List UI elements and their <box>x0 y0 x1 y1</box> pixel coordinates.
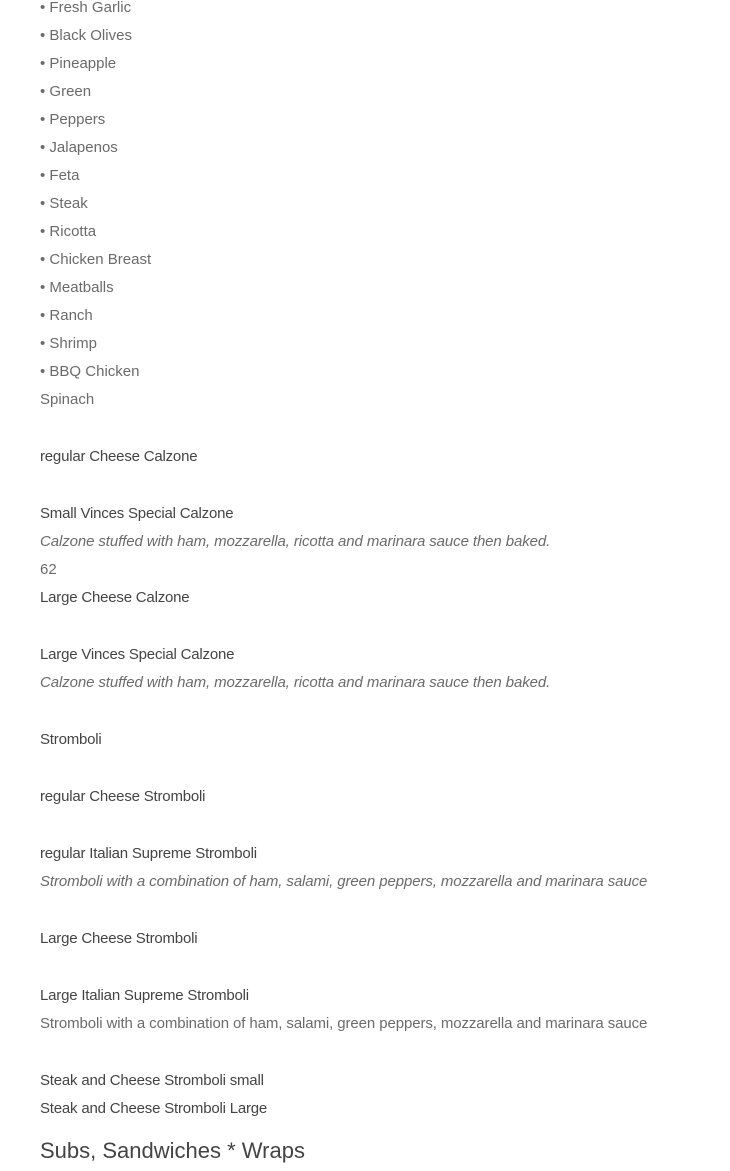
toppings-list <box>40 0 720 414</box>
menu-item-large-cheese-stromboli: Large Cheese Stromboli <box>40 930 198 947</box>
menu-item-regular-cheese-stromboli: regular Cheese Stromboli <box>40 788 206 805</box>
menu-item-large-vinces-special-calzone: Large Vinces Special Calzone <box>40 646 235 663</box>
topping-item: • Peppers <box>40 111 106 128</box>
menu-item-small-vinces-special-calzone: Small Vinces Special Calzone <box>40 505 234 522</box>
topping-item: • Shrimp <box>40 335 97 352</box>
topping-item: • Chicken Breast <box>40 251 152 268</box>
menu-item-description: Calzone stuffed with ham, mozzarella, ricotta and marinara sauce then baked. <box>40 533 551 550</box>
topping-item: • Green <box>40 83 92 100</box>
menu-item-description: Stromboli with a combination of ham, salami, green peppers, mozzarella and marinara sauce <box>40 873 648 890</box>
topping-item: • BBQ Chicken <box>40 363 140 380</box>
menu-item-steak-cheese-stromboli-large: Steak and Cheese Stromboli Large <box>40 1100 268 1117</box>
menu-item-price: 62 <box>40 561 57 578</box>
menu-item-steak-cheese-stromboli-small: Steak and Cheese Stromboli small <box>40 1072 264 1089</box>
menu-item-large-cheese-calzone: Large Cheese Calzone <box>40 589 190 606</box>
topping-item: • Black Olives <box>40 27 132 44</box>
menu-item-regular-italian-supreme-stromboli: regular Italian Supreme Stromboli <box>40 845 257 862</box>
menu-category-stromboli: Stromboli <box>40 731 102 748</box>
topping-item: • Fresh Garlic <box>40 0 132 16</box>
section-heading-subs-sandwiches-wraps: Subs, Sandwiches * Wraps <box>40 1138 305 1163</box>
topping-item: • Meatballs <box>40 279 114 296</box>
menu-item-description: Stromboli with a combination of ham, salami, green peppers, mozzarella and marinara sauce <box>40 1015 648 1032</box>
topping-item: • Steak <box>40 195 88 212</box>
topping-item: • Jalapenos <box>40 139 118 156</box>
topping-item: • Feta <box>40 167 80 184</box>
menu-item-regular-cheese-calzone: regular Cheese Calzone <box>40 448 198 465</box>
menu-content <box>40 0 720 1166</box>
topping-item: • Pineapple <box>40 55 117 72</box>
topping-item: • Ricotta <box>40 223 97 240</box>
topping-item: • Ranch <box>40 307 93 324</box>
topping-item-spinach: Spinach <box>40 391 95 408</box>
menu-item-description: Calzone stuffed with ham, mozzarella, ricotta and marinara sauce then baked. <box>40 674 551 691</box>
menu-item-large-italian-supreme-stromboli: Large Italian Supreme Stromboli <box>40 987 249 1004</box>
